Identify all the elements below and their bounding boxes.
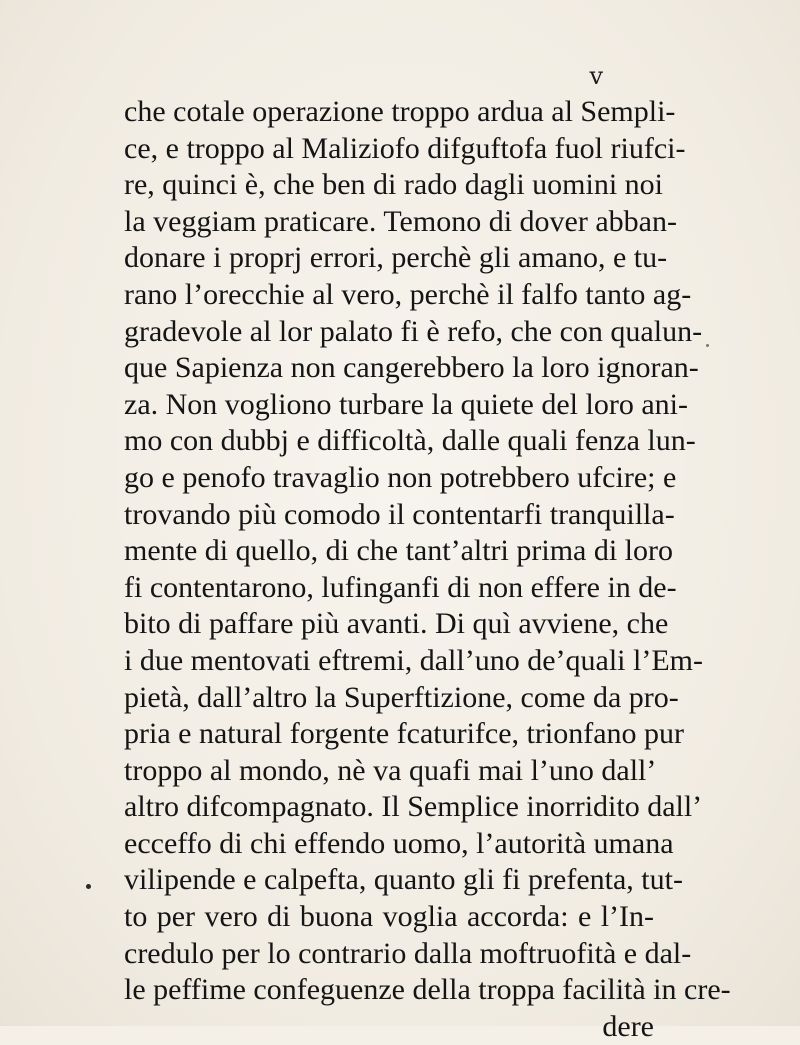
ink-spot: [86, 884, 91, 889]
text-line: ce, e troppo al Maliziofo difguftofa fuol riufci-: [124, 131, 686, 165]
text-line: za. Non vogliono turbare la quiete del loro ani-: [124, 387, 688, 421]
text-line: donare i proprj errori, perchè gli amano, e tu-: [124, 241, 668, 275]
text-line: mente di quello, di che tant’altri prima di loro: [124, 534, 674, 568]
ink-spot: [706, 344, 709, 347]
text-line: che cotale operazione troppo ardua al Sempli-: [124, 95, 676, 128]
text-line: mo con dubbj e difficoltà, dalle quali fenza lun-: [124, 424, 696, 458]
text-line: gradevole al lor palato fi è refo, che con qualun-: [124, 314, 703, 348]
text-line: pria e natural forgente fcaturifce, trionfano pur: [124, 717, 685, 751]
page-number: v: [589, 62, 604, 90]
text-line: troppo al mondo, nè va quafi mai l’uno dall’: [124, 753, 657, 787]
text-line: vilipende e calpefta, quanto gli fi prefenta, tut-: [124, 863, 683, 897]
text-line: rano l’orecchie al vero, perchè il falfo tanto ag-: [124, 277, 692, 311]
text-line: fi contentarono, lufinganfi di non effere in de-: [124, 570, 677, 604]
text-line: la veggiam praticare. Temono di dover abban-: [124, 204, 677, 238]
text-line: ecceffo di chi effendo uomo, l’autorità umana: [124, 826, 674, 860]
text-line: credulo per lo contrario dalla moftruofità e dal-: [124, 936, 692, 970]
text-line: altro difcompagnato. Il Semplice inorridito dall’: [124, 790, 703, 824]
catchword-line: dere: [602, 1009, 654, 1043]
text-line: bito di paffare più avanti. Di quì avviene, che: [124, 607, 669, 641]
text-line: pietà, dall’altro la Superftizione, come da pro-: [124, 680, 679, 714]
text-line: i due mentovati eftremi, dall’uno de’quali l’Em-: [124, 643, 703, 677]
text-line: trovando più comodo il contentarfi tranquilla-: [124, 497, 675, 531]
text-line: le peffime confeguenze della troppa facilità in cre-: [124, 973, 731, 1007]
text-line: go e penofo travaglio non potrebbero ufcire; e: [124, 460, 677, 494]
text-line: que Sapienza non cangerebbero la loro ignoran-: [124, 351, 699, 385]
body-text: [124, 94, 731, 1045]
text-line: re, quinci è, che ben di rado dagli uomini noi: [124, 168, 664, 202]
text-line: to per vero di buona voglia accorda: e l’In-: [124, 900, 654, 934]
